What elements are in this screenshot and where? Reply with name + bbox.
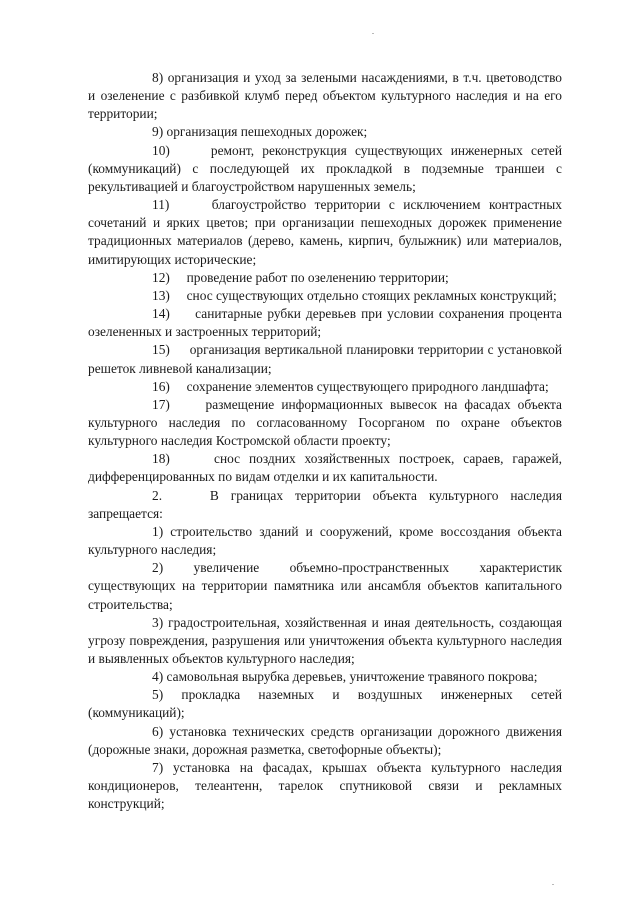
scan-speck [372, 33, 374, 34]
list-item [88, 686, 562, 722]
list-item [88, 396, 562, 450]
item-number: 11) [152, 197, 170, 213]
list-item [88, 287, 562, 305]
list-item [88, 123, 562, 141]
list-item [88, 523, 562, 559]
item-text: организация пешеходных дорожек; [166, 124, 368, 140]
item-number: 7) [152, 759, 164, 775]
list-item [88, 723, 562, 759]
item-number: 8) [152, 70, 164, 85]
item-number: 10) [152, 142, 170, 158]
item-text: прокладка наземных и воздушных инженерных сетей (коммуникаций); [88, 687, 562, 721]
list-item [88, 759, 562, 813]
item-text: строительство зданий и сооружений, кроме воссоздания объекта культурного наследия; [88, 523, 562, 558]
item-text: организация вертикальной планировки территории с установкой решеток ливневой канализации; [88, 342, 562, 376]
list-item [88, 559, 562, 613]
item-number: 6) [152, 723, 164, 739]
item-text: ремонт, реконструкция существующих инженерных сетей (коммуникаций) с последующей их прокладкой в подземные траншеи с рекультивацией и благоустройством нарушенных земель; [88, 142, 562, 194]
item-text: снос существующих отдельно стоящих рекламных конструкций; [186, 287, 557, 303]
item-number: 12) [152, 269, 170, 285]
section-text: В границах территории объекта культурного наследия запрещается: [88, 487, 563, 521]
item-number: 5) [152, 687, 164, 703]
item-number: 4) [152, 669, 164, 685]
item-text: самовольная вырубка деревьев, уничтожение травяного покрова; [166, 669, 538, 685]
item-text: размещение информационных вывесок на фасадах объекта культурного наследия по согласованному Госорганом по охране объектов культурного наследия Костромской области проекту; [88, 396, 562, 449]
list-item [88, 69, 562, 123]
scan-speck [552, 884, 554, 885]
item-number: 14) [152, 306, 170, 322]
item-text: организация и уход за зелеными насаждениями, в т.ч. цветоводство и озеленение с разбивкой клумб перед объектом культурного наследия и на его территории; [88, 70, 562, 122]
section-number: 2. [152, 487, 163, 503]
item-text: сохранение элементов существующего природного ландшафта; [186, 378, 549, 394]
list-item [88, 269, 562, 287]
item-text: благоустройство территории с исключением контрастных сочетаний и ярких цветов; при организации пешеходных дорожек применение традиционных материалов (дерево, камень, кирпич, булыжник) или материалов, имитирующих исторические; [88, 197, 562, 267]
list-item [88, 378, 562, 396]
item-text: санитарные рубки деревьев при условии сохранения процента озелененных и застроенных территорий; [88, 306, 562, 340]
item-number: 13) [152, 287, 170, 303]
list-item [88, 196, 562, 269]
list-item [88, 305, 562, 341]
list-item [88, 614, 562, 668]
list-item [88, 341, 562, 377]
item-text: проведение работ по озеленению территории; [186, 269, 449, 285]
item-number: 2) [152, 560, 164, 576]
item-text: установка технических средств организации дорожного движения (дорожные знаки, дорожная разметка, светофорные объекты); [88, 723, 562, 757]
item-number: 15) [152, 342, 170, 358]
item-number: 17) [152, 396, 170, 412]
item-text: установка на фасадах, крышах объекта культурного наследия кондиционеров, телеантенн, тарелок спутниковой связи и рекламных конструкций; [88, 759, 562, 812]
item-text: градостроительная, хозяйственная и иная деятельность, создающая угрозу повреждения, разрушения или уничтожения объекта культурного наследия и выявленных объектов культурного наследия; [88, 614, 562, 666]
item-number: 1) [152, 523, 164, 539]
item-number: 3) [152, 614, 164, 630]
item-number: 18) [152, 451, 170, 467]
item-number: 9) [152, 124, 164, 140]
item-text: увеличение объемно-пространственных характеристик существующих на территории памятника или ансамбля объектов капитального строительства; [88, 560, 562, 612]
section-heading [88, 487, 562, 523]
item-text: снос поздних хозяйственных построек, сараев, гаражей, дифференцированных по видам отделки и их капитальности. [88, 451, 562, 485]
list-item [88, 668, 562, 686]
list-item [88, 450, 562, 486]
document-body [88, 69, 562, 813]
item-number: 16) [152, 378, 170, 394]
list-item [88, 142, 562, 196]
